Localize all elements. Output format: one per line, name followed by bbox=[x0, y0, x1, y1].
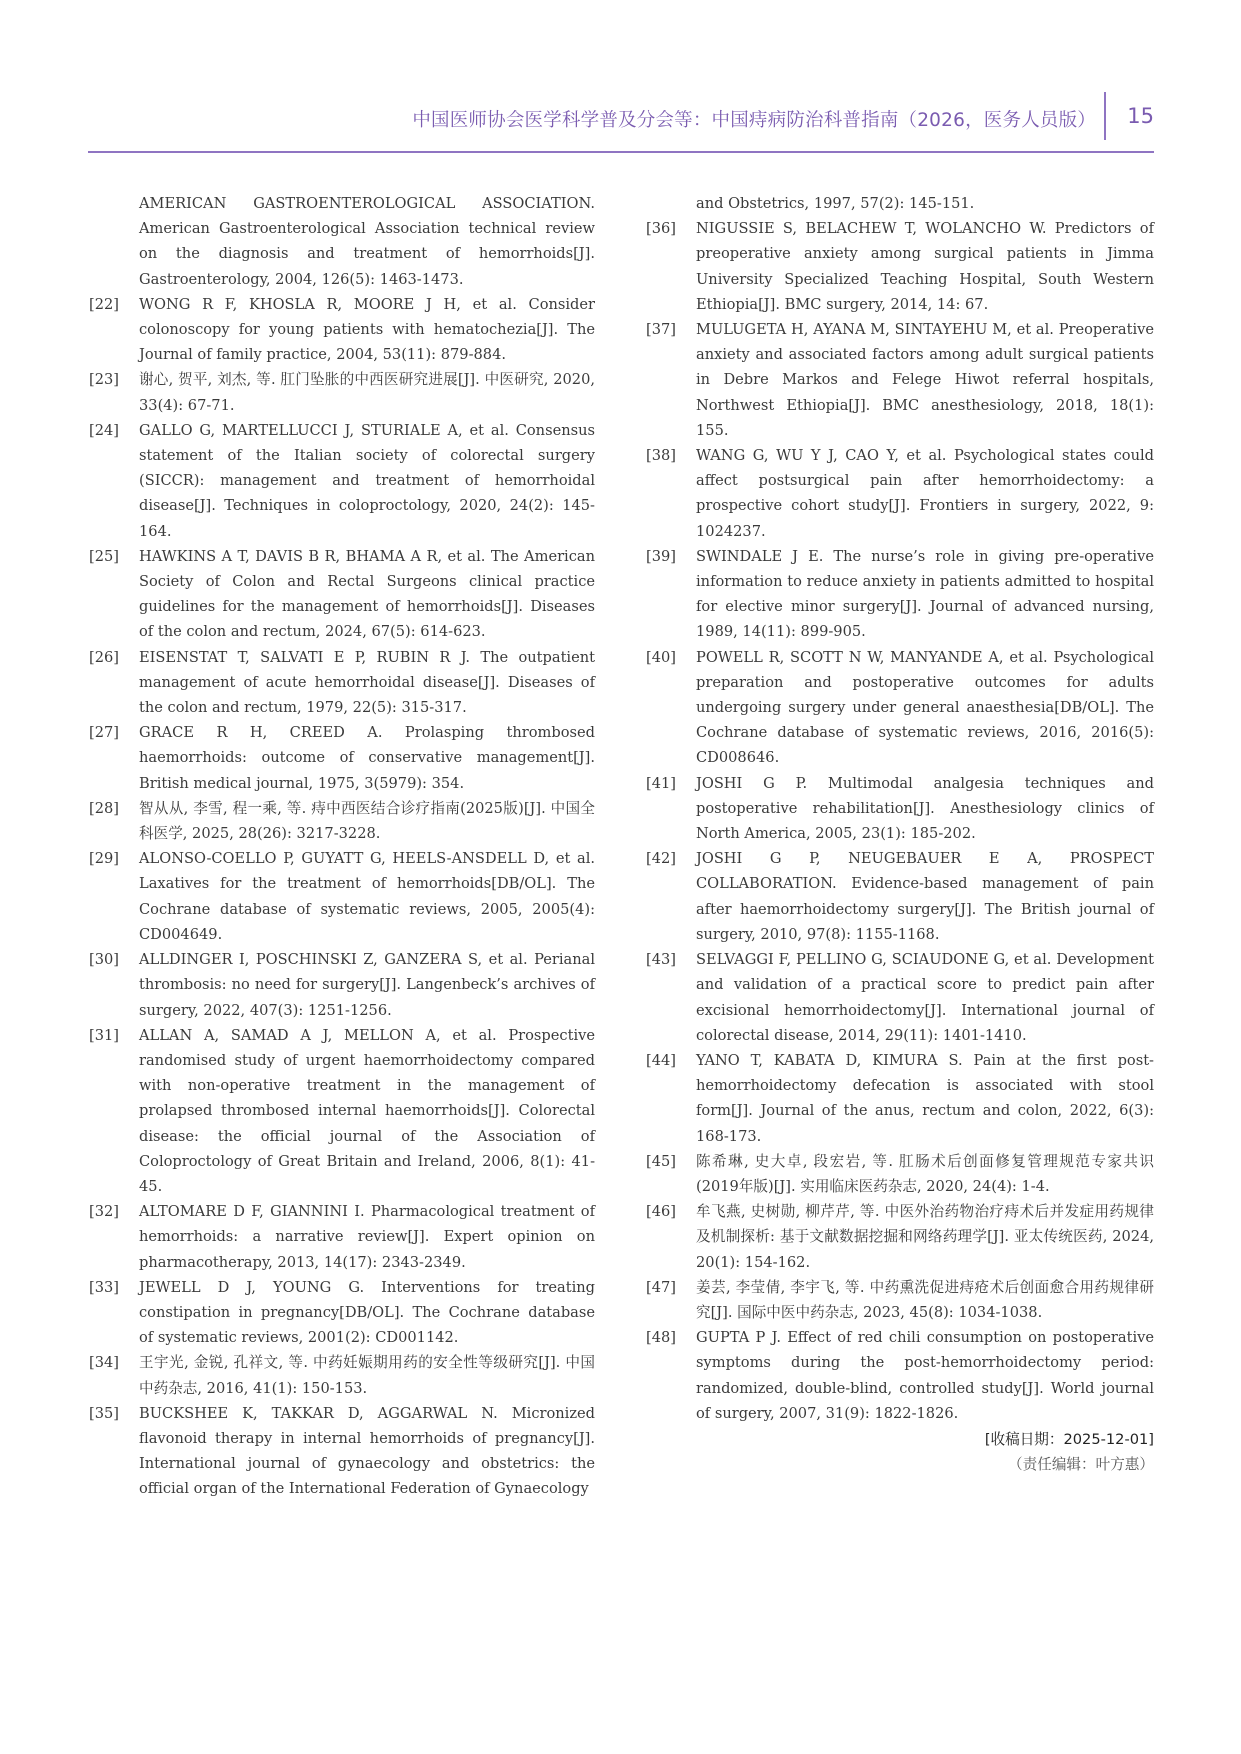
reference-entry bbox=[89, 544, 595, 645]
reference-text: HAWKINS A T, DAVIS B R, BHAMA A R, et al. The American Society of Colon and Rectal Surgeons clinical practice guidelines for the management of hemorrhoids[J]. Diseases of the colon and rectum, 2024, 67(5): 614-623. bbox=[139, 547, 595, 641]
reference-text: SWINDALE J E. The nurse’s role in giving pre-operative information to reduce anxiety in patients admitted to hospital for elective minor surgery[J]. Journal of advanced nursing, 1989, 14(11): 899-905. bbox=[696, 547, 1154, 641]
reference-entry bbox=[89, 1023, 595, 1199]
reference-text: ALLAN A, SAMAD A J, MELLON A, et al. Prospective randomised study of urgent haemorrhoidectomy compared with non-operative treatment in the management of prolapsed thrombosed internal haemorrhoids[J]. Colorectal disease: the official journal of the Association of Coloproctology of Great Britain and Ireland, 2006, 8(1): 41-45. bbox=[139, 1026, 595, 1195]
reference-text: SELVAGGI F, PELLINO G, SCIAUDONE G, et al. Development and validation of a practical score to predict pain after excisional hemorrhoidectomy[J]. International journal of colorectal disease, 2014, 29(11): 1401-1410. bbox=[696, 951, 1154, 1044]
reference-entry bbox=[89, 1275, 595, 1351]
reference-text: POWELL R, SCOTT N W, MANYANDE A, et al. Psychological preparation and postoperative outcomes for adults undergoing surgery under general anaesthesia[DB/OL]. The Cochrane database of systematic reviews, 2016, 2016(5): CD008646. bbox=[696, 648, 1154, 767]
reference-entry bbox=[646, 645, 1154, 771]
reference-number: [38] bbox=[646, 447, 676, 465]
reference-number: [27] bbox=[89, 724, 119, 742]
reference-list bbox=[646, 191, 1154, 1426]
reference-number: [31] bbox=[89, 1026, 119, 1044]
reference-text: 陈希琳, 史大卓, 段宏岩, 等. 肛肠术后创面修复管理规范专家共识(2019年版)[J]. 实用临床医药杂志, 2020, 24(4): 1-4. bbox=[696, 1152, 1154, 1195]
reference-text: 牟飞燕, 史树勋, 柳芹芹, 等. 中医外治药物治疗痔术后并发症用药规律及机制探析: 基于文献数据挖掘和网络药理学[J]. 亚太传统医药, 2024, 20(1): 154-162. bbox=[696, 1203, 1154, 1271]
reference-number: [41] bbox=[646, 774, 676, 792]
reference-number: [44] bbox=[646, 1051, 676, 1069]
reference-number: [45] bbox=[646, 1152, 676, 1170]
reference-entry bbox=[646, 443, 1154, 544]
reference-entry bbox=[646, 191, 1154, 216]
reference-number: [47] bbox=[646, 1278, 676, 1296]
reference-number: [23] bbox=[89, 371, 119, 389]
reference-number: [25] bbox=[89, 547, 119, 565]
reference-entry bbox=[646, 544, 1154, 645]
responsible-editor: （责任编辑：叶方惠） bbox=[1008, 1455, 1154, 1473]
reference-entry bbox=[646, 1325, 1154, 1426]
reference-entry bbox=[646, 1275, 1154, 1325]
reference-number: [40] bbox=[646, 648, 676, 666]
reference-text: GUPTA P J. Effect of red chili consumption on postoperative symptoms during the post-hemorrhoidectomy period: randomized, double-blind, controlled study[J]. World journal of surgery, 2007, 31(9): 1822-1826. bbox=[696, 1329, 1154, 1422]
reference-number: [48] bbox=[646, 1329, 676, 1347]
reference-text: 王宇光, 金锐, 孔祥文, 等. 中药妊娠期用药的安全性等级研究[J]. 中国中药杂志, 2016, 41(1): 150-153. bbox=[139, 1354, 595, 1397]
reference-number: [39] bbox=[646, 547, 676, 565]
reference-entry bbox=[89, 191, 595, 292]
reference-number: [35] bbox=[89, 1404, 119, 1422]
reference-text: 谢心, 贺平, 刘杰, 等. 肛门坠胀的中西医研究进展[J]. 中医研究, 2020, 33(4): 67-71. bbox=[139, 371, 595, 414]
reference-entry bbox=[646, 771, 1154, 847]
reference-number: [28] bbox=[89, 799, 119, 817]
reference-number: [42] bbox=[646, 850, 676, 868]
reference-number: [24] bbox=[89, 421, 119, 439]
reference-entry bbox=[646, 216, 1154, 317]
reference-entry bbox=[89, 1199, 595, 1275]
reference-text: EISENSTAT T, SALVATI E P, RUBIN R J. The outpatient management of acute hemorrhoidal disease[J]. Diseases of the colon and rectum, 1979, 22(5): 315-317. bbox=[139, 648, 595, 717]
reference-text: ALTOMARE D F, GIANNINI I. Pharmacological treatment of hemorrhoids: a narrative review[J]. Expert opinion on pharmacotherapy, 2013, 14(17): 2343-2349. bbox=[139, 1203, 595, 1271]
reference-entry bbox=[89, 720, 595, 796]
reference-text: 智从从, 李雪, 程一乘, 等. 痔中西医结合诊疗指南(2025版)[J]. 中国全科医学, 2025, 28(26): 3217-3228. bbox=[139, 799, 595, 843]
reference-number: [36] bbox=[646, 220, 676, 238]
running-header-title: 中国医师协会医学科学普及分会等：中国痔病防治科普指南（2026，医务人员版） bbox=[412, 110, 1096, 131]
reference-text: WONG R F, KHOSLA R, MOORE J H, et al. Consider colonoscopy for young patients with hematochezia[J]. The Journal of family practice, 2004, 53(11): 879-884. bbox=[139, 295, 595, 364]
page-number: 15 bbox=[1127, 104, 1154, 128]
reference-entry bbox=[89, 645, 595, 721]
reference-text: MULUGETA H, AYANA M, SINTAYEHU M, et al. Preoperative anxiety and associated factors among adult surgical patients in Debre Markos and Felege Hiwot referral hospitals, Northwest Ethiopia[J]. BMC anesthesiology, 2018, 18(1): 155. bbox=[696, 321, 1154, 439]
reference-text: JOSHI G P, NEUGEBAUER E A, PROSPECT COLLABORATION. Evidence-based management of pain after haemorrhoidectomy surgery[J]. The British journal of surgery, 2010, 97(8): 1155-1168. bbox=[696, 850, 1154, 943]
reference-entry bbox=[646, 947, 1154, 1048]
reference-number: [43] bbox=[646, 951, 676, 969]
reference-text: BUCKSHEE K, TAKKAR D, AGGARWAL N. Micronized flavonoid therapy in internal hemorrhoids of pregnancy[J]. International journal of gynaecology and obstetrics: the official organ of the International Federation of Gynaecology bbox=[139, 1404, 595, 1498]
reference-text: ALONSO-COELLO P, GUYATT G, HEELS-ANSDELL D, et al. Laxatives for the treatment of hemorrhoids[DB/OL]. The Cochrane database of systematic reviews, 2005, 2005(4): CD004649. bbox=[139, 850, 595, 943]
reference-number: [29] bbox=[89, 850, 119, 868]
reference-column-left bbox=[89, 191, 595, 1502]
reference-number: [32] bbox=[89, 1203, 119, 1221]
reference-number: [33] bbox=[89, 1278, 119, 1296]
reference-number: [30] bbox=[89, 951, 119, 969]
reference-entry bbox=[89, 367, 595, 417]
reference-text: 姜芸, 李莹倩, 李宇飞, 等. 中药熏洗促进痔疮术后创面愈合用药规律研究[J]. 国际中医中药杂志, 2023, 45(8): 1034-1038. bbox=[696, 1278, 1154, 1321]
running-header bbox=[88, 92, 1154, 146]
reference-entry bbox=[89, 1350, 595, 1400]
reference-number: [37] bbox=[646, 321, 676, 339]
reference-entry bbox=[646, 317, 1154, 443]
reference-entry bbox=[89, 1401, 595, 1502]
reference-text: NIGUSSIE S, BELACHEW T, WOLANCHO W. Predictors of preoperative anxiety among surgical patients in Jimma University Specialized Teaching Hospital, South Western Ethiopia[J]. BMC surgery, 2014, 14: 67. bbox=[696, 220, 1154, 313]
reference-text: JEWELL D J, YOUNG G. Interventions for treating constipation in pregnancy[DB/OL]. The Cochrane database of systematic reviews, 2001(2): CD001142. bbox=[139, 1278, 595, 1347]
reference-number: [26] bbox=[89, 648, 119, 666]
reference-column-right bbox=[646, 191, 1154, 1477]
header-rule bbox=[88, 151, 1154, 153]
reference-entry bbox=[89, 796, 595, 846]
reference-text: and Obstetrics, 1997, 57(2): 145-151. bbox=[696, 195, 975, 212]
reference-text: AMERICAN GASTROENTEROLOGICAL ASSOCIATION. American Gastroenterological Association technical review on the diagnosis and treatment of hemorrhoids[J]. Gastroenterology, 2004, 126(5): 1463-1473. bbox=[139, 195, 595, 288]
reference-entry bbox=[89, 418, 595, 544]
reference-entry bbox=[89, 292, 595, 368]
reference-text: GRACE R H, CREED A. Prolasping thrombosed haemorrhoids: outcome of conservative management[J]. British medical journal, 1975, 3(5979): 354. bbox=[139, 724, 595, 792]
reference-number: [22] bbox=[89, 295, 119, 313]
reference-entry bbox=[646, 1149, 1154, 1199]
reference-entry bbox=[646, 1199, 1154, 1275]
reference-text: WANG G, WU Y J, CAO Y, et al. Psychological states could affect postsurgical pain after hemorrhoidectomy: a prospective cohort study[J]. Frontiers in surgery, 2022, 9: 1024237. bbox=[696, 447, 1154, 540]
reference-entry bbox=[89, 947, 595, 1023]
reference-text: JOSHI G P. Multimodal analgesia techniques and postoperative rehabilitation[J]. Anesthesiology clinics of North America, 2005, 23(1): 185-202. bbox=[696, 774, 1154, 843]
header-divider bbox=[1104, 92, 1106, 140]
reference-text: GALLO G, MARTELLUCCI J, STURIALE A, et al. Consensus statement of the Italian society of colorectal surgery (SICCR): management and treatment of hemorrhoidal disease[J]. Techniques in coloproctology, 2020, 24(2): 145-164. bbox=[139, 421, 595, 540]
reference-entry bbox=[89, 846, 595, 947]
reference-number: [46] bbox=[646, 1203, 676, 1221]
reference-entry bbox=[646, 1048, 1154, 1149]
reference-text: ALLDINGER I, POSCHINSKI Z, GANZERA S, et al. Perianal thrombosis: no need for surgery[J]. Langenbeck’s archives of surgery, 2022, 407(3): 1251-1256. bbox=[139, 951, 595, 1019]
received-date: [收稿日期：2025-12-01] bbox=[984, 1430, 1154, 1448]
reference-entry bbox=[646, 846, 1154, 947]
reference-text: YANO T, KABATA D, KIMURA S. Pain at the first post-hemorrhoidectomy defecation is associated with stool form[J]. Journal of the anus, rectum and colon, 2022, 6(3): 168-173. bbox=[696, 1051, 1154, 1145]
reference-number: [34] bbox=[89, 1354, 119, 1372]
